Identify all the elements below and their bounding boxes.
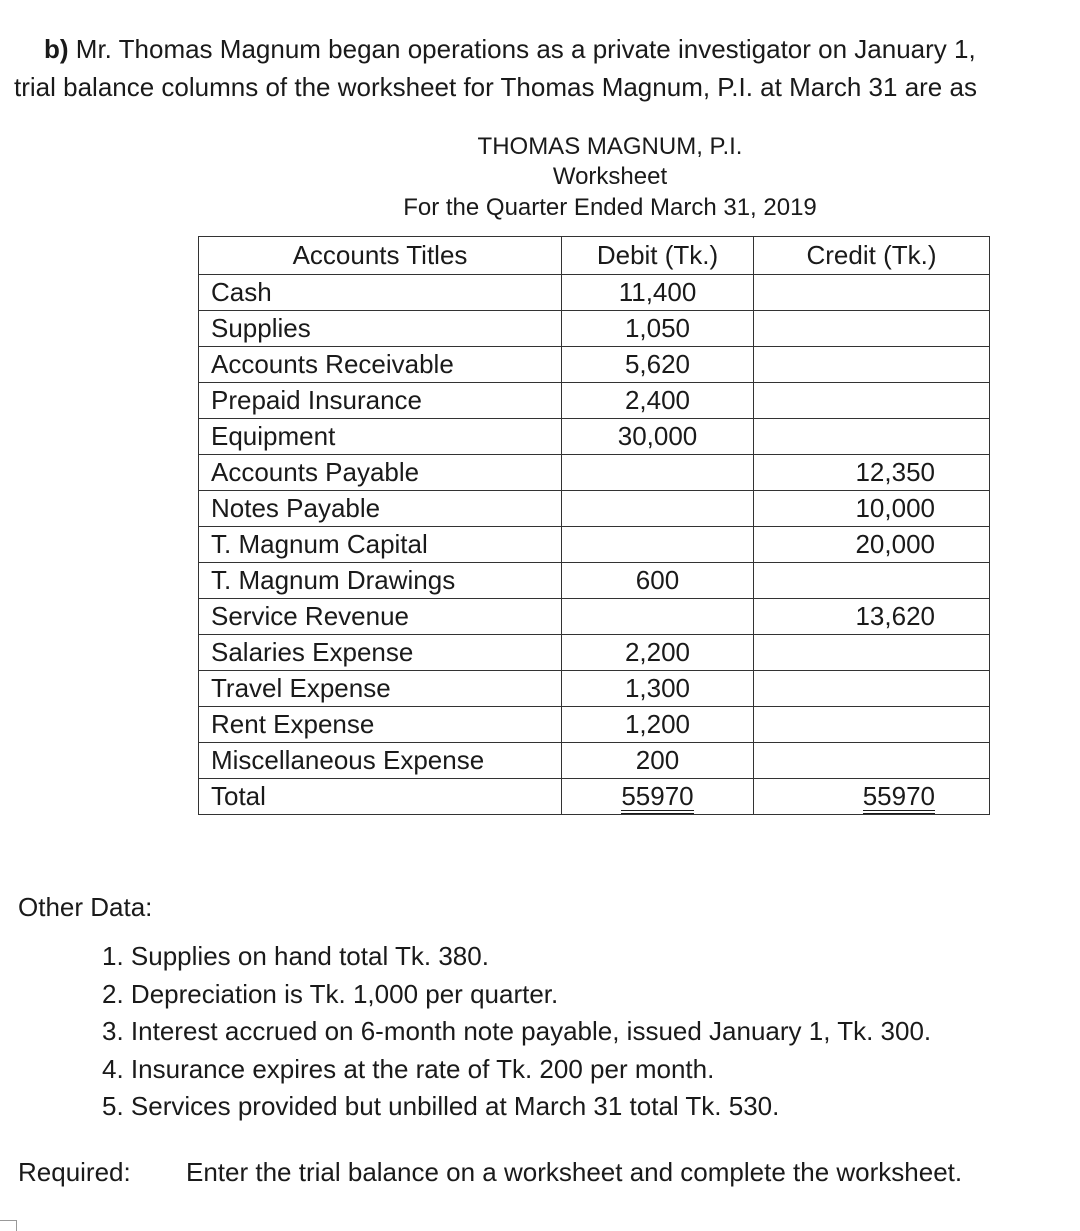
table-row (199, 707, 990, 743)
credit-amount (754, 347, 990, 383)
item-number: 2. (102, 978, 124, 1009)
table-row (199, 311, 990, 347)
item-number: 3. (102, 1016, 124, 1046)
table-row (199, 275, 990, 311)
debit-amount: 2,400 (562, 383, 754, 419)
credit-amount: 12,350 (754, 455, 990, 491)
item-text: Insurance expires at the rate of Tk. 200 per month. (130, 1053, 715, 1084)
list-item (102, 1051, 931, 1089)
table-row (199, 671, 990, 707)
other-data-title: Other Data: (18, 892, 153, 922)
total-row (199, 779, 990, 815)
credit-amount (754, 383, 990, 419)
debit-amount: 2,200 (562, 635, 754, 671)
intro-line-2: trial balance columns of the worksheet for Thomas Magnum, P.I. at March 31 are as (14, 72, 977, 102)
table-row (199, 455, 990, 491)
account-title: Salaries Expense (199, 635, 562, 671)
other-data-list (102, 938, 931, 1126)
required-section (18, 1154, 962, 1190)
credit-amount (754, 635, 990, 671)
account-title: Service Revenue (199, 599, 562, 635)
table-row (199, 635, 990, 671)
debit-amount (562, 527, 754, 563)
item-text: Interest accrued on 6-month note payable, issued January 1, Tk. 300. (130, 1016, 932, 1046)
total-debit-cell (562, 779, 754, 815)
item-text: Services provided but unbilled at March 31 total Tk. 530. (130, 1091, 780, 1121)
account-title: Notes Payable (199, 491, 562, 527)
item-number: 4. (102, 1053, 124, 1084)
credit-amount (754, 743, 990, 779)
statement-name: Worksheet (552, 163, 668, 190)
list-item (102, 938, 931, 976)
account-title: Rent Expense (199, 707, 562, 743)
account-title: Supplies (199, 311, 562, 347)
debit-amount (562, 491, 754, 527)
item-number: 5. (102, 1091, 124, 1121)
debit-amount: 1,200 (562, 707, 754, 743)
credit-amount: 13,620 (754, 599, 990, 635)
intro-text-1: Mr. Thomas Magnum began operations as a private investigator on January 1, (75, 34, 976, 64)
account-title: Accounts Receivable (199, 347, 562, 383)
table-row (199, 383, 990, 419)
company-name: THOMAS MAGNUM, P.I. (477, 133, 743, 160)
total-credit-cell (754, 779, 990, 815)
credit-amount: 20,000 (754, 527, 990, 563)
credit-amount (754, 563, 990, 599)
table-row (199, 491, 990, 527)
table-header-row (199, 237, 990, 275)
list-item (102, 1088, 931, 1126)
debit-amount: 600 (562, 563, 754, 599)
credit-amount: 10,000 (754, 491, 990, 527)
worksheet-table (198, 236, 990, 815)
table-row (199, 563, 990, 599)
list-item (102, 976, 931, 1014)
item-text: Depreciation is Tk. 1,000 per quarter. (130, 978, 559, 1009)
debit-amount: 5,620 (562, 347, 754, 383)
table-row (199, 347, 990, 383)
statement-period: For the Quarter Ended March 31, 2019 (403, 194, 817, 221)
account-title: Equipment (199, 419, 562, 455)
header-credit: Credit (Tk.) (754, 237, 990, 275)
corner-mark (0, 1220, 17, 1231)
required-text: Enter the trial balance on a worksheet and complete the worksheet. (186, 1157, 963, 1187)
debit-amount: 1,050 (562, 311, 754, 347)
total-credit: 55970 (863, 782, 935, 814)
debit-amount: 200 (562, 743, 754, 779)
total-label: Total (199, 779, 562, 815)
credit-amount (754, 707, 990, 743)
account-title: T. Magnum Capital (199, 527, 562, 563)
credit-amount (754, 275, 990, 311)
required-label: Required: (18, 1157, 131, 1187)
credit-amount (754, 419, 990, 455)
account-title: Accounts Payable (199, 455, 562, 491)
account-title: Cash (199, 275, 562, 311)
total-debit: 55970 (621, 782, 693, 814)
account-title: Travel Expense (199, 671, 562, 707)
table-row (199, 743, 990, 779)
debit-amount: 30,000 (562, 419, 754, 455)
credit-amount (754, 671, 990, 707)
list-item (102, 1013, 931, 1051)
intro-line-1 (14, 30, 1080, 68)
table-row (199, 419, 990, 455)
table-row (199, 527, 990, 563)
account-title: Miscellaneous Expense (199, 743, 562, 779)
problem-label: b) (44, 34, 69, 64)
credit-amount (754, 311, 990, 347)
problem-intro (14, 30, 1080, 106)
header-accounts-titles: Accounts Titles (199, 237, 562, 275)
table-row (199, 599, 990, 635)
debit-amount: 11,400 (562, 275, 754, 311)
item-text: Supplies on hand total Tk. 380. (130, 941, 489, 971)
debit-amount (562, 599, 754, 635)
debit-amount (562, 455, 754, 491)
header-debit: Debit (Tk.) (562, 237, 754, 275)
item-number: 1. (102, 941, 124, 971)
account-title: Prepaid Insurance (199, 383, 562, 419)
account-title: T. Magnum Drawings (199, 563, 562, 599)
debit-amount: 1,300 (562, 671, 754, 707)
